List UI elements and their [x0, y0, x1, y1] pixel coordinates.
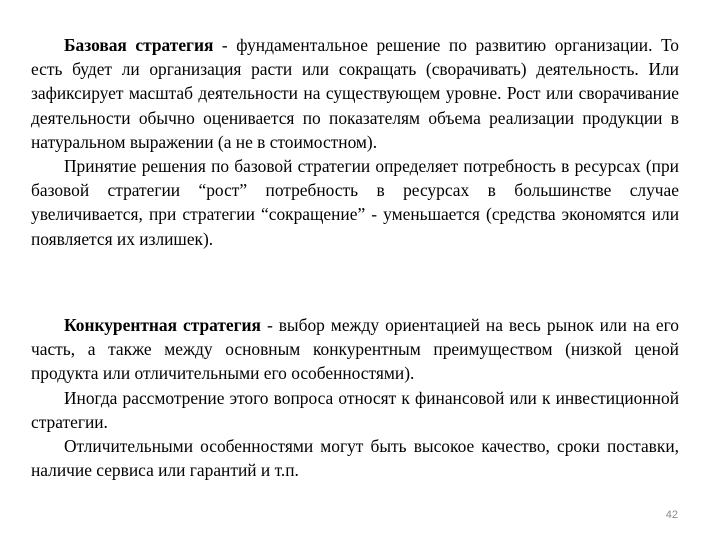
competitive-strategy-note-paragraph: Иногда рассмотрение этого вопроса относят к финансовой или к инвестиционной стратегии.	[31, 387, 679, 432]
competitive-strategy-features-paragraph: Отличительными особенностями могут быть высокое качество, сроки поставки, наличие сервиса или гарантий и т.п.	[31, 436, 679, 481]
base-strategy-section	[31, 33, 679, 251]
base-strategy-text: - фундаментальное решение по развитию организации. То есть будет ли организация расти или сокращать (сворачивать) деятельность. Или зафиксирует масштаб деятельности на существующем уровне. Рост или сворачивание деятельности обычно оценивается по показателям объема реализации продукции в натуральном выражении (а не в стоимостном).	[31, 35, 679, 152]
competitive-strategy-text: - выбор между ориентацией на весь рынок или на его часть, а также между основным конкурентным преимуществом (низкой ценой продукта или отличительными его особенностями).	[31, 315, 679, 384]
base-strategy-resources-paragraph: Принятие решения по базовой стратегии определяет потребность в ресурсах (при базовой стратегии “рост” потребность в ресурсах в большинстве случае увеличивается, при стратегии “сокращение” - уменьшается (средства экономятся или появляется их излишек).	[31, 156, 679, 249]
base-strategy-definition	[31, 33, 679, 154]
competitive-strategy-term: Конкурентная стратегия	[64, 315, 261, 335]
page-number: 42	[665, 509, 678, 521]
competitive-strategy-definition	[31, 313, 679, 386]
competitive-strategy-section	[31, 313, 679, 482]
base-strategy-term: Базовая стратегия	[64, 35, 214, 55]
